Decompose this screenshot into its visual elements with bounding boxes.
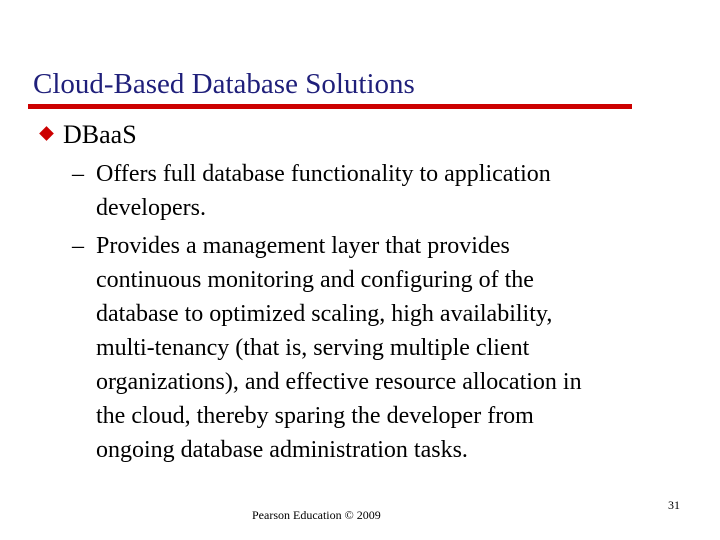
dash-marker: – [72,161,84,187]
subitem-2 [72,229,510,263]
footer-copyright: Pearson Education © 2009 [252,508,381,522]
diamond-bullet-icon [39,126,54,141]
subitem-2-line-4: multi-tenancy (that is, serving multiple client [96,335,530,361]
subitem-2-line-5: organizations), and effective resource allocation in [96,369,582,395]
bullet-label: DBaaS [63,120,137,149]
page-number: 31 [668,498,680,512]
bullet-item [40,118,137,152]
subitem-2-line-2: continuous monitoring and configuring of the [96,267,534,293]
slide-title: Cloud-Based Database Solutions [33,68,415,100]
subitem-2-line-3: database to optimized scaling, high availability, [96,301,553,327]
title-divider [28,104,632,109]
subitem-1-line-2: developers. [96,195,206,221]
subitem-2-text: Provides a management layer that provides [96,233,510,259]
subitem-2-line-6: the cloud, thereby sparing the developer from [96,403,534,429]
subitem-1-text: Offers full database functionality to application [96,161,551,187]
subitem-2-line-7: ongoing database administration tasks. [96,437,468,463]
subitem-1 [72,157,551,191]
dash-marker: – [72,233,84,259]
